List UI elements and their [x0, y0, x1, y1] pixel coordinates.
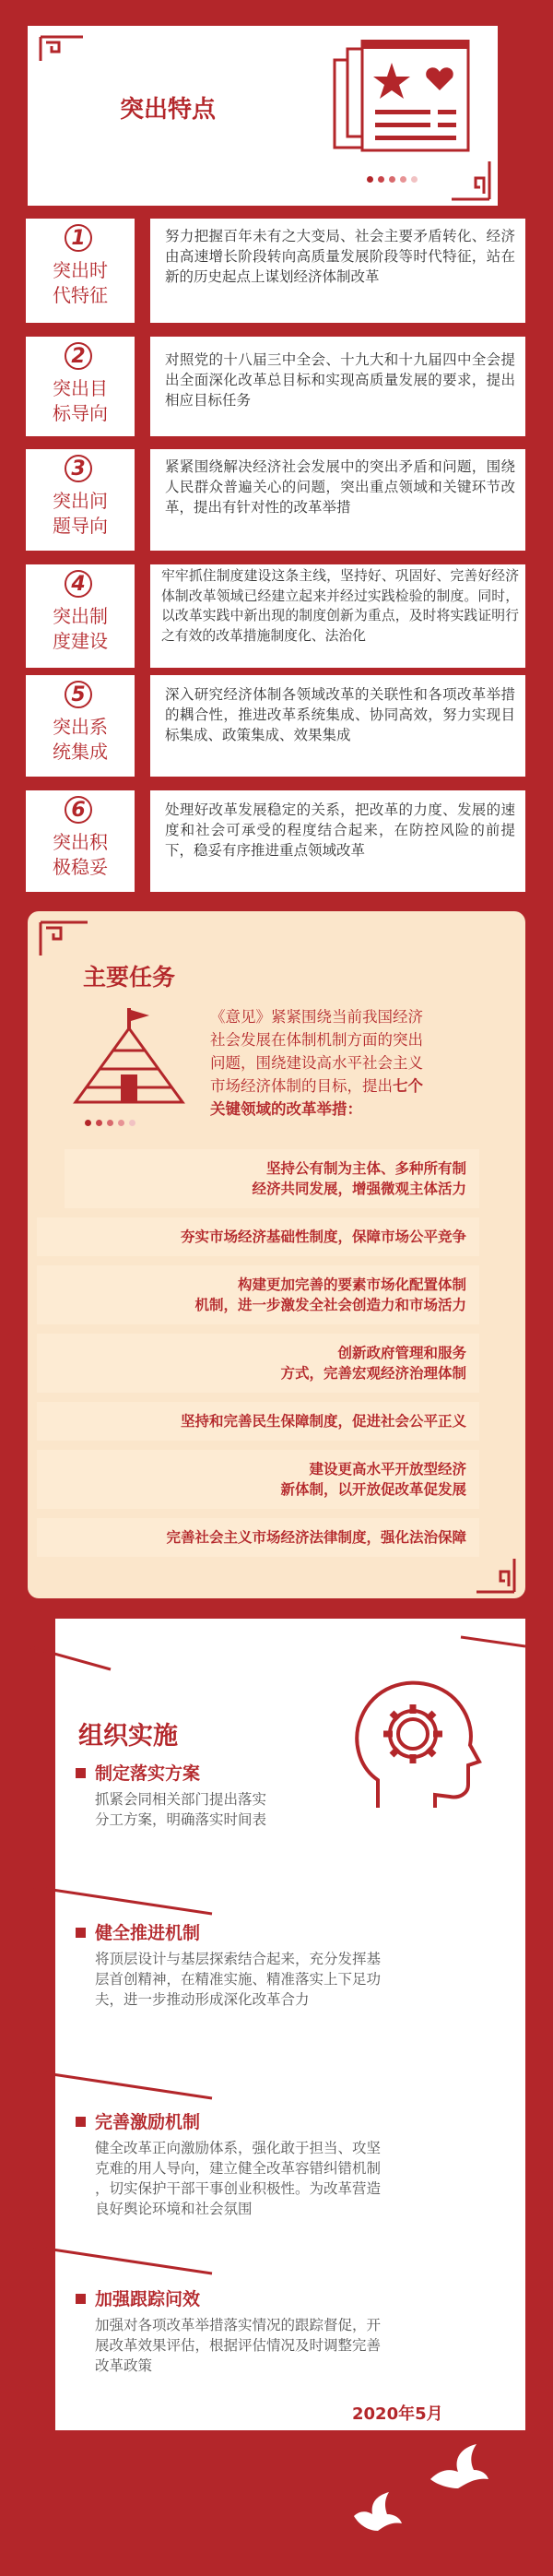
- feature-text: 努力把握百年未有之大变局、社会主要矛盾转化、经济由高速增长阶段转向高质量发展阶段等时代特征，站在新的历史起点上谋划经济体制改革: [165, 228, 515, 285]
- date-label: 2020年5月: [352, 2404, 443, 2424]
- intro-line: 社会发展在体制机制方面的突出: [210, 1031, 423, 1049]
- intro-line: 市场经济体制的目标，提出七个: [210, 1077, 423, 1095]
- org-item-text: 健全改革正向激励体系，强化敢于担当、攻坚 克难的用人导向，建立健全改革容错纠错机制 ，切实保护干部干事创业积极性。为改革营造 良好舆论环境和社会氛围: [95, 2140, 382, 2217]
- task-item: 完善社会主义市场经济法律制度，强化法治保障: [37, 1518, 479, 1557]
- feature-text-box: [150, 219, 525, 323]
- corner-ornament-top-left: [39, 920, 89, 957]
- feature-number: 4: [65, 570, 92, 598]
- bullet-square: [76, 1768, 86, 1778]
- feature-label-box: [26, 449, 135, 551]
- bullet-square: [76, 2294, 86, 2304]
- feature-label: 标导向: [53, 402, 108, 424]
- decorative-dots: [367, 169, 422, 186]
- tasks-intro: [210, 1005, 505, 1121]
- feature-text: 深入研究经济体制各领域改革的关联性和各项改革举措的耦合性，推进改革系统集成、协同高效，努力实现目标集成、政策集成、效果集成: [165, 686, 515, 743]
- feature-label-box: [26, 790, 135, 892]
- feature-label: 题导向: [53, 515, 108, 537]
- feature-label-box: [26, 675, 135, 777]
- org-item-title: 健全推进机制: [95, 1923, 201, 1943]
- feature-label-box: [26, 219, 135, 323]
- bullet-square: [76, 2117, 86, 2127]
- feature-label: 度建设: [53, 630, 108, 652]
- org-item-text: 加强对各项改革举措落实情况的跟踪督促，开 展改革效果评估，根据评估情况及时调整完善 改革政策: [95, 2317, 382, 2374]
- feature-text: 紧紧围绕解决经济社会发展中的突出矛盾和问题，围绕人民群众普遍关心的问题，突出重点领域和关键环节改革，提出有针对性的改革举措: [165, 458, 515, 516]
- feature-number: 3: [65, 455, 92, 482]
- dove-icon: [426, 2442, 490, 2493]
- header-panel: [28, 26, 498, 206]
- org-title: 组织实施: [78, 1722, 178, 1751]
- feature-text: 牢牢抓住制度建设这条主线，坚持好、巩固好、完善好经济体制改革领域已经建立起来并经过实践检验的制度。同时，以改革实践中新出现的制度创新为重点，及时将实践证明行之有效的改革措施制度化、法治化: [161, 568, 519, 644]
- org-item-title: 加强跟踪问效: [95, 2289, 201, 2309]
- feature-number: 2: [65, 342, 92, 370]
- feature-label: 突出问: [53, 490, 108, 512]
- intro-highlight-line: 关键领域的改革举措：: [210, 1100, 362, 1118]
- intro-line: 《意见》紧紧围绕当前我国经济: [210, 1008, 423, 1026]
- feature-text-box: [150, 675, 525, 777]
- gear-head-icon: [341, 1660, 498, 1817]
- feature-number: 6: [65, 796, 92, 824]
- feature-label: 代特征: [53, 284, 108, 306]
- task-item: 创新政府管理和服务 方式，完善宏观经济治理体制: [37, 1334, 479, 1393]
- tasks-title: 主要任务: [83, 964, 176, 991]
- feature-number: 5: [65, 681, 92, 708]
- org-item-title: 完善激励机制: [95, 2112, 201, 2132]
- feature-label: 统集成: [53, 741, 108, 763]
- feature-text-box: [150, 449, 525, 551]
- feature-label: 突出制: [53, 605, 108, 627]
- feature-text-box: [150, 337, 525, 436]
- feature-label: 突出积: [53, 831, 108, 853]
- corner-ornament-bottom-right: [450, 160, 491, 201]
- org-panel: [55, 1619, 525, 2430]
- feature-text-box: [150, 790, 525, 892]
- task-item: 建设更高水平开放型经济 新体制，以开放促改革促发展: [37, 1450, 479, 1509]
- dove-icon: [350, 2490, 406, 2536]
- tasks-panel: [28, 911, 525, 1598]
- task-item: 坚持和完善民生保障制度，促进社会公平正义: [37, 1402, 479, 1441]
- feature-label: 突出系: [53, 716, 108, 738]
- org-item-text: 将顶层设计与基层探索结合起来，充分发挥基 层首创精神，在精准实施、精准落实上下足功 夫，进一步推动形成深化改革合力: [95, 1951, 382, 2008]
- feature-number: 1: [65, 224, 92, 252]
- document-icon: [327, 40, 475, 178]
- org-item-text: 抓紧会同相关部门提出落实 分工方案，明确落实时间表: [95, 1791, 267, 1828]
- task-item: 构建更加完善的要素市场化配置体制 机制，进一步激发全社会创造力和市场活力: [37, 1265, 479, 1324]
- page-title: 突出特点: [120, 96, 217, 124]
- feature-label: 突出目: [53, 377, 108, 399]
- decorative-dots: [85, 1112, 140, 1130]
- intro-line: 问题，围绕建设高水平社会主义: [210, 1054, 423, 1072]
- feature-text: 处理好改革发展稳定的关系，把改革的力度、发展的速度和社会可承受的程度结合起来，在防控风险的前提下，稳妥有序推进重点领域改革: [165, 801, 515, 859]
- corner-ornament-top-left: [39, 35, 85, 63]
- feature-label-box: [26, 337, 135, 436]
- pyramid-icon: [72, 1008, 187, 1105]
- feature-text: 对照党的十八届三中全会、十九大和十九届四中全会提出全面深化改革总目标和实现高质量发展的要求，提出相应目标任务: [165, 351, 515, 409]
- feature-text-box: [150, 564, 525, 668]
- task-item: 夯实市场经济基础性制度，保障市场公平竞争: [37, 1217, 479, 1256]
- corner-ornament-bottom-right: [475, 1557, 516, 1594]
- feature-label: 极稳妥: [53, 856, 108, 878]
- feature-label: 突出时: [53, 259, 108, 281]
- feature-label-box: [26, 564, 135, 668]
- org-item-title: 制定落实方案: [95, 1763, 201, 1784]
- bullet-square: [76, 1928, 86, 1938]
- intro-highlight: 七个: [393, 1077, 423, 1095]
- task-item: 坚持公有制为主体、多种所有制 经济共同发展，增强微观主体活力: [65, 1149, 479, 1208]
